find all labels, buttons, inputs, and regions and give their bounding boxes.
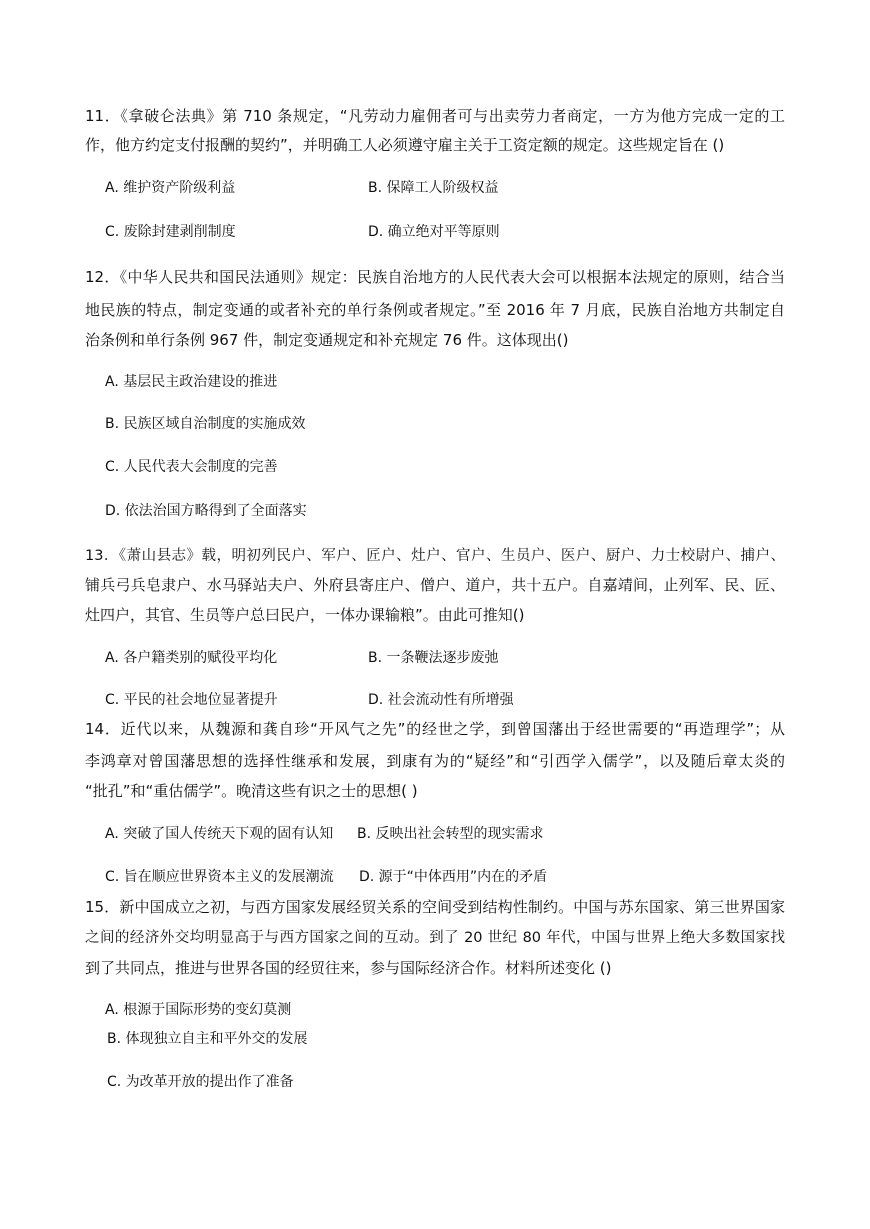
question-14-option-b: B. 反映出社会转型的现实需求	[357, 826, 544, 842]
question-11-option-d: D. 确立绝对平等原则	[368, 224, 500, 240]
question-11-option-c: C. 废除封建剥削制度	[105, 224, 236, 240]
question-13-line-3: 灶四户，其官、生员等户总曰民户，一体办课输粮”。由此可推知()	[85, 606, 525, 624]
question-14-option-d: D. 源于“中体西用”内在的矛盾	[359, 869, 548, 885]
question-12-line-2: 地民族的特点，制定变通的或者补充的单行条例或者规定。”至 2016 年 7 月底，民族自治地方共制定自	[85, 301, 785, 319]
question-12-option-d: D. 依法治国方略得到了全面落实	[105, 503, 307, 519]
question-14-line-1: 14．近代以来，从魏源和龚自珍“开风气之先”的经世之学，到曾国藩出于经世需要的“再造理学”；从	[85, 720, 785, 738]
question-12-line-3: 治条例和单行条例 967 件，制定变通规定和补充规定 76 件。这体现出()	[85, 331, 569, 349]
question-11-option-a: A. 维护资产阶级利益	[105, 180, 236, 196]
question-15-line-3: 到了共同点，推进与世界各国的经贸往来，参与国际经济合作。材料所述变化 ()	[85, 959, 612, 977]
question-15-option-a: A. 根源于国际形势的变幻莫测	[105, 1002, 292, 1018]
question-12-option-b: B. 民族区域自治制度的实施成效	[105, 416, 306, 432]
question-11-line-2: 作，他方约定支付报酬的契约”，并明确工人必须遵守雇主关于工资定额的规定。这些规定旨在 ()	[85, 136, 725, 154]
question-13-option-a: A. 各户籍类别的赋役平均化	[105, 650, 278, 666]
question-12-option-c: C. 人民代表大会制度的完善	[105, 459, 278, 475]
question-14-line-2: 李鸿章对曾国藩思想的选择性继承和发展，到康有为的“疑经”和“引西学入儒学”，以及随后章太炎的	[85, 752, 785, 770]
question-15-option-b: B. 体现独立自主和平外交的发展	[107, 1031, 308, 1047]
question-11-line-1: 11．《拿破仑法典》第 710 条规定，“凡劳动力雇佣者可与出卖劳力者商定，一方为他方完成一定的工	[85, 107, 785, 125]
question-13-line-2: 铺兵弓兵皂隶户、水马驿站夫户、外府县寄庄户、僧户、道户，共十五户。自嘉靖间，止列军、民、匠、	[85, 576, 785, 594]
question-13-option-d: D. 社会流动性有所增强	[368, 692, 514, 708]
question-14-option-c: C. 旨在顺应世界资本主义的发展潮流	[105, 869, 334, 885]
question-11-option-b: B. 保障工人阶级权益	[368, 180, 499, 196]
question-12-option-a: A. 基层民主政治建设的推进	[105, 374, 278, 390]
question-15-option-c: C. 为改革开放的提出作了准备	[107, 1074, 294, 1090]
question-13-option-c: C. 平民的社会地位显著提升	[105, 692, 278, 708]
question-12-line-1: 12．《中华人民共和国民法通则》规定：民族自治地方的人民代表大会可以根据本法规定的原则，结合当	[85, 268, 785, 286]
question-15-line-1: 15．新中国成立之初，与西方国家发展经贸关系的空间受到结构性制约。中国与苏东国家、第三世界国家	[85, 898, 785, 916]
question-13-line-1: 13．《萧山县志》载，明初列民户、军户、匠户、灶户、官户、生员户、医户、厨户、力士校尉户、捕户、	[85, 548, 785, 564]
question-15-line-2: 之间的经济外交均明显高于与西方国家之间的互动。到了 20 世纪 80 年代，中国与世界上绝大多数国家找	[85, 930, 785, 946]
question-14-line-3: “批孔”和“重估儒学”。晚清这些有识之士的思想( )	[85, 782, 418, 800]
question-13-option-b: B. 一条鞭法逐步废弛	[368, 650, 499, 666]
question-14-option-a: A. 突破了国人传统天下观的固有认知	[105, 826, 334, 842]
